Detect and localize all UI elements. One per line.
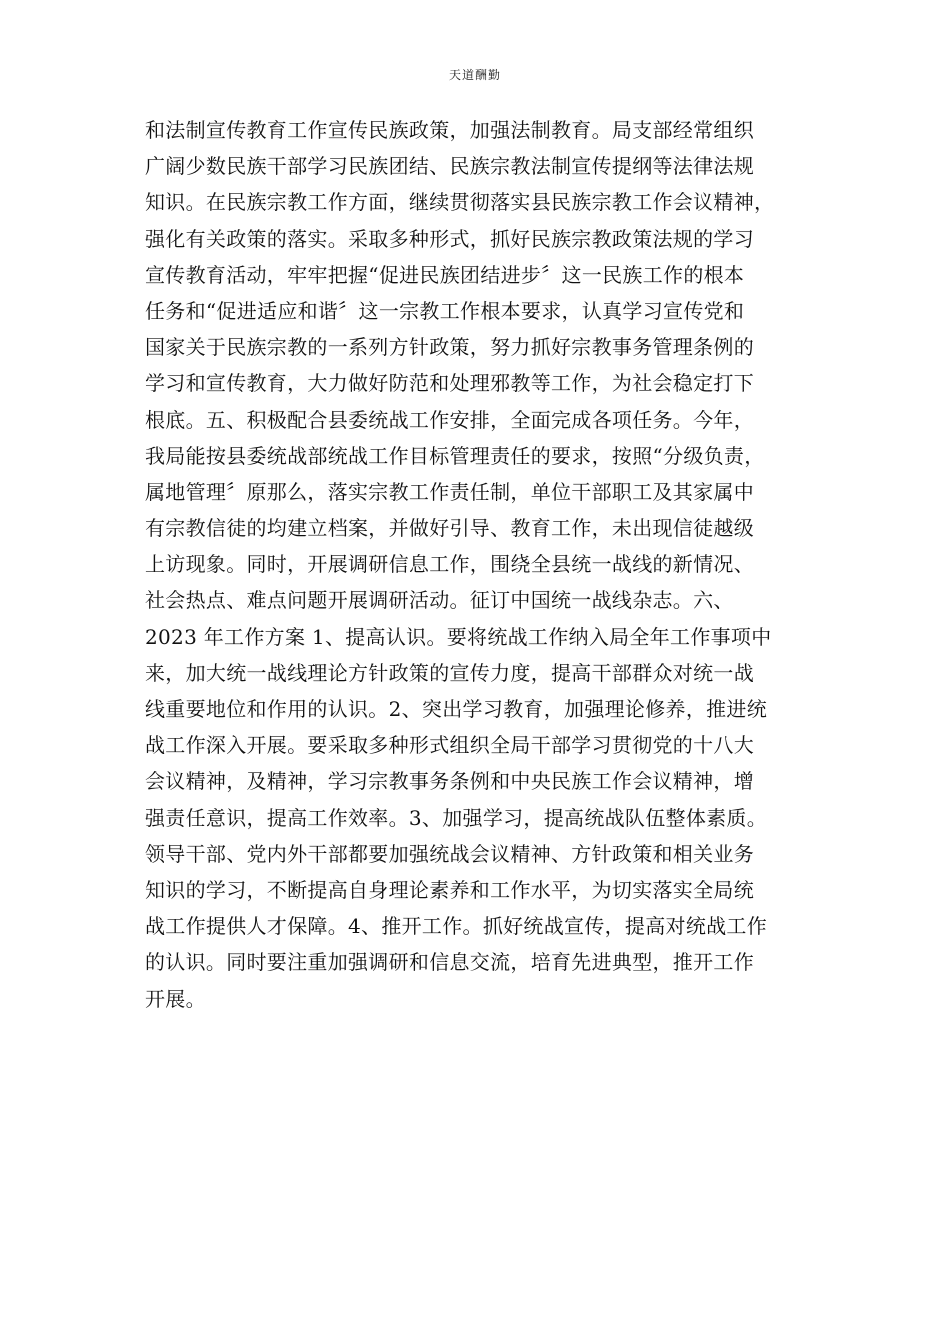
text-line: 战工作深入开展。要采取多种形式组织全局干部学习贯彻党的十八大: [145, 733, 754, 758]
text-line: 根底。五、积极配合县委统战工作安排，全面完成各项任务。今年，: [145, 407, 754, 432]
text-line: 强责任意识，提高工作效率。3、加强学习，提高统战队伍整体素质。: [145, 805, 768, 830]
text-line: 宣传教育活动，牢牢把握“促进民族团结进步〞这一民族工作的根本: [145, 262, 745, 287]
text-line: 国家关于民族宗教的一系列方针政策，努力抓好宗教事务管理条例的: [145, 335, 754, 360]
text-line: 知识。在民族宗教工作方面，继续贯彻落实县民族宗教工作会议精神，: [145, 190, 775, 215]
text-line: 有宗教信徒的均建立档案，并做好引导、教育工作，未出现信徒越级: [145, 516, 754, 541]
text-line: 来，加大统一战线理论方针政策的宣传力度，提高干部群众对统一战: [145, 660, 754, 685]
text-line: 强化有关政策的落实。采取多种形式，抓好民族宗教政策法规的学习: [145, 226, 754, 251]
body-paragraph: [145, 112, 815, 1017]
text-line: 线重要地位和作用的认识。2、突出学习教育，加强理论修养，推进统: [145, 697, 768, 721]
page-header: 天道酬勤: [448, 68, 501, 82]
text-line: 社会热点、难点问题开展调研活动。征订中国统一战线杂志。六、: [145, 588, 734, 613]
text-line: 学习和宣传教育，大力做好防范和处理邪教等工作，为社会稳定打下: [145, 371, 754, 396]
text-line: 任务和“促进适应和谐〞这一宗教工作根本要求，认真学习宣传党和: [145, 298, 745, 323]
text-line: 2023 年工作方案 1、提高认识。要将统战工作纳入局全年工作事项中: [145, 624, 772, 649]
text-line: 开展。: [145, 986, 206, 1011]
text-line: 和法制宣传教育工作宣传民族政策，加强法制教育。局支部经常组织: [145, 118, 754, 142]
text-line: 领导干部、党内外干部都要加强统战会议精神、方针政策和相关业务: [145, 841, 754, 866]
text-line: 上访现象。同时，开展调研信息工作，围绕全县统一战线的新情况、: [145, 552, 754, 577]
text-line: 广阔少数民族干部学习民族团结、民族宗教法制宣传提纲等法律法规: [145, 154, 754, 179]
text-line: 的认识。同时要注重加强调研和信息交流，培育先进典型，推开工作: [145, 950, 754, 975]
text-line: 我局能按县委统战部统战工作目标管理责任的要求，按照“分级负责，: [145, 443, 765, 468]
text-line: 知识的学习，不断提高自身理论素养和工作水平，为切实落实全局统: [145, 877, 754, 902]
text-line: 属地管理〞原那么，落实宗教工作责任制，单位干部职工及其家属中: [145, 479, 754, 504]
text-line: 会议精神，及精神，学习宗教事务条例和中央民族工作会议精神，增: [145, 769, 754, 794]
text-line: 战工作提供人才保障。4、推开工作。抓好统战宣传，提高对统战工作: [145, 914, 768, 939]
